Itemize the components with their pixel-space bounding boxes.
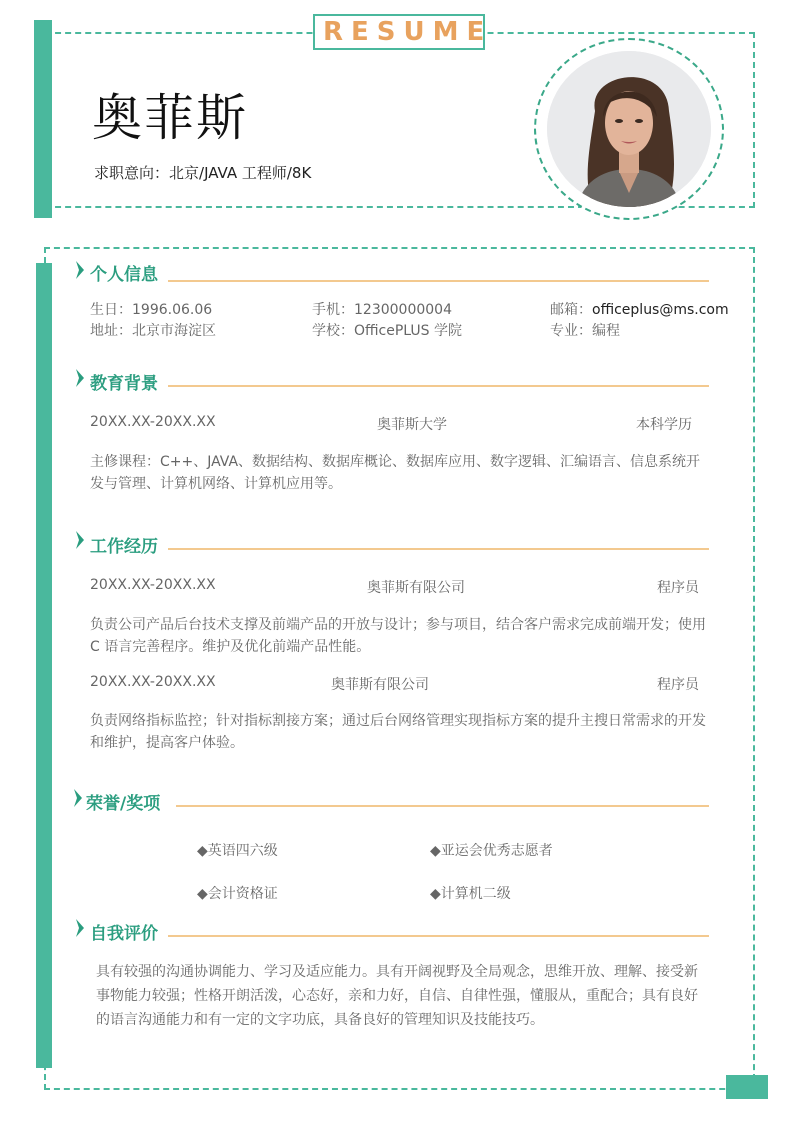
section-arrow-icon (72, 918, 86, 938)
education-school: 奥菲斯大学 (377, 417, 447, 433)
section-arrow-icon (72, 530, 86, 550)
award-item: ◆亚运会优秀志愿者 (430, 843, 553, 859)
work-description: 负责公司产品后台技术支撑及前端产品的开放与设计；参与项目，结合客户需求完成前端开发；使用 C 语言完善程序。维护及优化前端产品性能。 (90, 617, 706, 655)
work-description: 负责网络指标监控；针对指标割接方案；通过后台网络管理实现指标方案的提升主搜日常需求的开发和维护，提高客户体验。 (90, 713, 706, 751)
section-rule (168, 548, 709, 550)
profile-photo (547, 51, 711, 207)
work-company: 奥菲斯有限公司 (331, 677, 429, 693)
major: 专业：编程 (550, 323, 620, 339)
section-arrow-icon (72, 260, 86, 280)
job-intent-label: 求职意向： (94, 164, 170, 182)
section-title-awards: 荣誉/奖项 (86, 794, 161, 814)
job-intent (94, 162, 311, 183)
section-title-self: 自我评价 (90, 924, 158, 944)
phone-number: 手机：12300000004 (312, 302, 452, 318)
education-date: 20XX.XX-20XX.XX (90, 414, 216, 430)
work-date: 20XX.XX-20XX.XX (90, 577, 216, 593)
school: 学校：OfficePLUS 学院 (312, 323, 462, 339)
work-role: 程序员 (657, 677, 699, 693)
resume-badge: RESUME (313, 14, 485, 50)
candidate-name: 奥菲斯 (92, 89, 248, 147)
education-courses: 主修课程：C++、JAVA、数据结构、数据库概论、数据库应用、数字逻辑、汇编语言、信息系统开发与管理、计算机网络、计算机应用等。 (90, 454, 701, 492)
job-intent-value: 北京/JAVA 工程师/8K (169, 164, 312, 182)
award-item: ◆计算机二级 (430, 886, 511, 902)
body-accent-bar (36, 263, 52, 1068)
section-rule (168, 280, 709, 282)
education-degree: 本科学历 (636, 417, 692, 433)
email-label: 邮箱： (550, 302, 592, 318)
section-title-work: 工作经历 (90, 537, 158, 557)
work-company: 奥菲斯有限公司 (367, 580, 465, 596)
section-rule (168, 385, 709, 387)
birth-date: 生日：1996.06.06 (90, 302, 213, 318)
section-rule (176, 805, 709, 807)
email (550, 299, 729, 319)
award-item: ◆英语四六级 (197, 843, 278, 859)
section-arrow-icon (72, 368, 86, 388)
section-arrow-icon (70, 788, 84, 808)
address: 地址：北京市海淀区 (90, 323, 216, 339)
self-evaluation-text: 具有较强的沟通协调能力、学习及适应能力。具有开阔视野及全局观念，思维开放、理解、接受新事物能力较强；性格开朗活泼，心态好，亲和力好，自信、自律性强，懂服从，重配合；具有良好的语言沟通能力和有一定的文字功底，具备良好的管理知识及技能技巧。 (96, 964, 698, 1028)
work-role: 程序员 (657, 580, 699, 596)
header-accent-bar (34, 20, 52, 218)
award-item: ◆会计资格证 (197, 886, 278, 902)
email-value: officeplus@ms.com (592, 302, 729, 318)
section-title-education: 教育背景 (90, 374, 158, 394)
work-date: 20XX.XX-20XX.XX (90, 674, 216, 690)
section-title-personal: 个人信息 (90, 265, 158, 285)
portrait-image (547, 51, 711, 207)
corner-accent-block (726, 1075, 768, 1099)
section-rule (168, 935, 709, 937)
